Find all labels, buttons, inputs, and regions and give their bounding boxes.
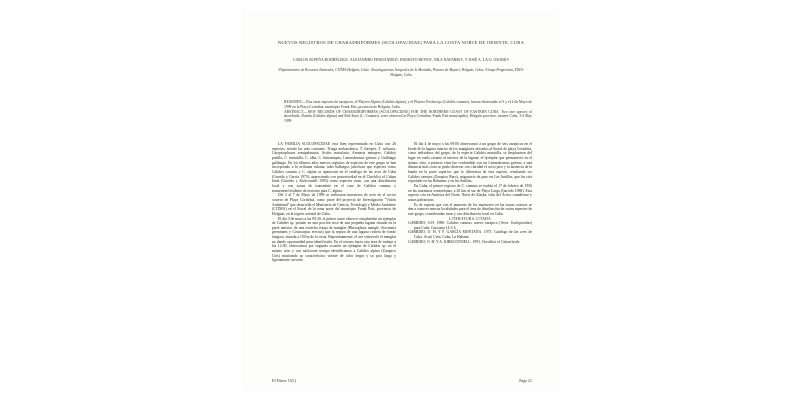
abstract bbox=[284, 100, 532, 124]
abstract-paragraph: ABSTRACT.—NEW RECORDS OF CHARADRIIFORMES (SCOLOPACIDAE) FOR THE NORTHERN COAST OF EASTERN CUBA. Two rare species of shorebirds, Dunlin (Calidris alpina) and Red Knot (C. Canutus), were observed at Playa Corinthia, Frank País municipality, Holguín province, eastern Cuba, 3-4 May 1999. bbox=[284, 109, 532, 123]
body-paragraph: Es de esperar que con el aumento de los muestreos en las zonas costeras se den a conocer nuevas localidades para el área de distribución de varias especies de este grupo, consideradas raras y con distribución local en Cuba. bbox=[408, 202, 532, 216]
resumen-paragraph: RESUMEN.—Dos raras especies de zarapicos, el Playero Alpino (Calidris alpina), y el Playero Pechirrojo (Calidris canutus), fueron observadas el 3 y el 4 de Mayo de 1999 en la Playa Corinthia, municipio Frank País, provincia de Holguín, Cuba. bbox=[284, 100, 532, 109]
document-page bbox=[244, 12, 558, 390]
body-paragraph: El día 4 de mayo a las 09:00 observamos a un grupo de seis zarapicos en el borde de la laguna interior de los manglares ubicados al litoral de playa Corinthia, cinco individuos del grupo, de la especie Calidris minutilla, se desplazaron del lugar en vuelo rasante al interior de la laguna; el ejemplar que permaneció en el mismo sitio, a primera vista fue confundido con un Limnodromus griseus, a una distancia más corta se pudo observar con claridad el corto pico y la ausencia de la banda en la parte superior, que lo diferencia de esta especie, resultando ser Calidris canutus (Zarapico Raro), migratorio de paso en Las Antillas, que los cría reportado en las Bahamas y en las Antillas. bbox=[408, 142, 532, 184]
reference-item: GARRIDO, O. H. Y F. GARCÍA MONTAÑA. 1975. Catálogo de las aves de Cuba. Acad. Cien. Cuba, La Habana. bbox=[408, 230, 532, 240]
reference-item: GARRIDO, O.H. 1988. Calidris canutus, nuevo zarapico (Aves: Scolopacidae) para Cuba. Garciana 14:3-4. bbox=[408, 221, 532, 230]
body-paragraph: Del 2 al 7 de Mayo de 1999 se realizaron muestreos de aves en el sector costero de Playa Corinthia, como parte del proyecto de Investigación "Visión Ambiental" que desarrolla el Ministerio de Ciencia, Tecnología y Medio Ambiente (CITMA) en el litoral de la zona norte del municipio Frank País, provincia de Holguín, en la región oriental de Cuba. bbox=[272, 193, 396, 216]
body-paragraph: En Cuba, el primer registro de C. canutus se realizó el 17 de febrero de 1956 en las marismas venezolanas, a 20 km al sur de Playa Larga (Garrido 1988). Esta especie cría en América del Norte, Norte de Alaska, islas del Ártico canadiense y zonas palearticas. bbox=[408, 183, 532, 202]
page-number: Page 21 bbox=[519, 378, 532, 383]
author-affiliations: ¹Departamento de Recursos Naturales, CITMA-Holguín, Cuba. ²Investigaciones Integrales de la Montaña, Pinares de Mayarí, Holguín, Cuba; ³Grupo Progresista, ENIA-Holguín, Cuba bbox=[278, 68, 524, 77]
journal-footer: El Pitirre 13(1) bbox=[272, 378, 297, 383]
article-title: NUEVOS REGISTROS DE CHARADRIFORMES (SCOLOPACIDAE) PARA LA COSTA NORTE DE ORIENTE, CUBA bbox=[277, 40, 525, 45]
body-paragraph: El día 3 de mayo a las 09:30, el primer autor observó casualmente un ejemplar de Calidris sp. posado en una porción seca de una pequeña laguna situada en la parte anterior de una estrecha franja de manglar (Rhizophora mangle, Avicennia germinans y Conocarpus erectus) que la separa de una laguna costera de fondo fangoso, situada a 150 m de la costa. Repentinamente, el ave sobrevoló el manglar no dando oportunidad para identificarla. En el retorno hacia otra área de trabajo a las 12:00, observamos por segunda ocasión un ejemplar de Calidris sp. en el mismo sitio y con suficiente tiempo identificamos a Calidris alpina (Zarapico Gris) mostrando su característico vientre de color negro y su pico largo y ligeramente curvado. bbox=[272, 216, 396, 263]
body-paragraph: LA FAMILIA SCOLOPACIDAE está bien representada en Cuba con 26 especies, siendo las más comunes: Tringa melanoleuca, T. flavipes, T. solitaria, Catoptrophorus semipalmatus, Actitis macularia, Arenaria interpres, Calidris pusilla, C. minutilla, C. alba, C. himantopus, Limnodromus griseus y Gallinago gallinago. En los últimos años nuevos registros de especies de este grupo se han incorporado a la avifauna cubana, tales hallazgos justifican que especies como Calidris canutus y C. alpina se aparezcan en el catálogo de las aves de Cuba (Garrido y García 1975), apareciendo con posterioridad en el Checklist of Cuban birds (Garrido y Kirkconnell 1993) como especies raras, con una distribución local y con status de transeúnte en el caso de Calidris canutus y transeúnte/residente de invierno para C. alpina. bbox=[272, 142, 396, 193]
references-heading: LITERATURA CITADA bbox=[448, 216, 492, 221]
author-list: CARLOS M.PEÑA RODRÍGUEZ¹, ALEJANDRO FERNÁNDEZ¹, ERNESTO REYES², NILS NAVARRO³, Y JOSÉ A. LA O. OSORIO¹ bbox=[292, 58, 510, 62]
reference-item: GARRIDO, O. H. Y A. KIRKCONNELL. 1993. Checklist of Cuban birds. bbox=[408, 239, 521, 244]
right-text-column bbox=[408, 142, 532, 244]
left-text-column bbox=[272, 142, 396, 263]
references-list bbox=[408, 221, 532, 244]
